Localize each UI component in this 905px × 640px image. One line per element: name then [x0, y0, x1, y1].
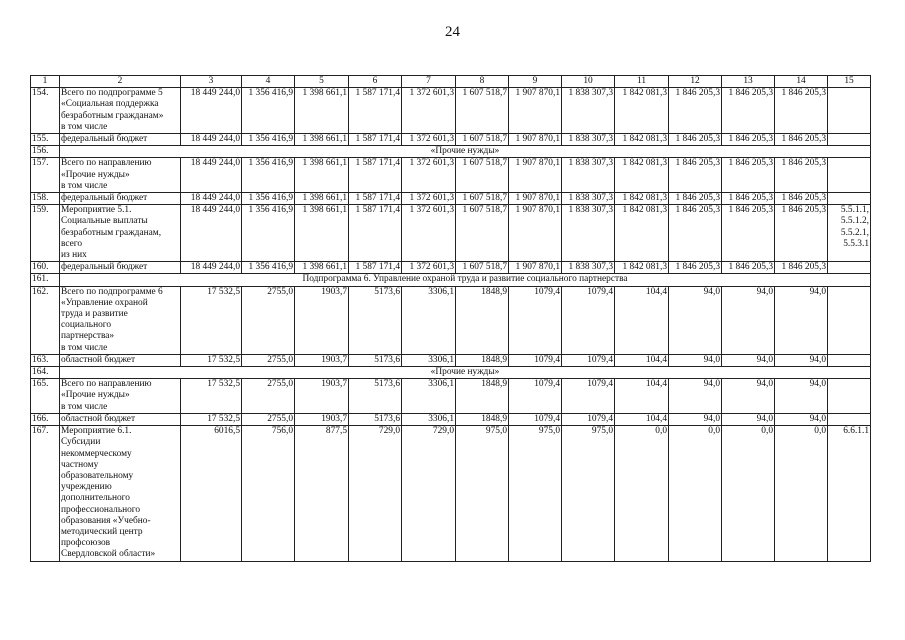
description-line: в том числе — [61, 342, 108, 353]
value-cell: 1903,7 — [295, 354, 349, 366]
row-description — [60, 88, 181, 134]
target-code-cell — [828, 426, 871, 561]
value-cell: 1079,4 — [509, 286, 562, 354]
value-cell: 975,0 — [562, 426, 615, 561]
description-line: профсоюзов — [61, 538, 111, 549]
description-line: частному — [61, 459, 99, 470]
value-cell: 5173,6 — [349, 286, 402, 354]
row-description — [60, 134, 181, 146]
value-cell: 0,0 — [775, 426, 828, 561]
description-line: Субсидии — [61, 437, 101, 448]
table-row — [31, 413, 871, 425]
value-cell: 1 846 205,3 — [775, 205, 828, 262]
table-row — [31, 262, 871, 274]
value-cell: 17 532,5 — [181, 286, 242, 354]
value-cell: 3306,1 — [402, 379, 456, 414]
target-code-cell — [828, 193, 871, 205]
value-cell: 1 372 601,3 — [402, 193, 456, 205]
value-cell: 1 842 081,3 — [615, 134, 669, 146]
column-number-header: 12 — [669, 76, 722, 88]
row-number: 163. — [31, 354, 60, 366]
value-cell: 1 846 205,3 — [775, 158, 828, 193]
value-cell: 5173,6 — [349, 354, 402, 366]
description-line: учреждению — [61, 482, 112, 493]
value-cell: 1 846 205,3 — [669, 205, 722, 262]
value-cell: 104,4 — [615, 413, 669, 425]
value-cell: 1 587 171,4 — [349, 262, 402, 274]
row-number: 156. — [31, 146, 60, 158]
description-line: федеральный бюджет — [61, 262, 148, 273]
value-cell: 5173,6 — [349, 413, 402, 425]
value-cell: 17 532,5 — [181, 413, 242, 425]
table-row — [31, 354, 871, 366]
value-cell: 1 846 205,3 — [669, 262, 722, 274]
value-cell: 1 907 870,1 — [509, 158, 562, 193]
description-line: Мероприятие 5.1. — [61, 205, 132, 216]
value-cell: 104,4 — [615, 379, 669, 414]
value-cell: 2755,0 — [242, 413, 295, 425]
value-cell: 18 449 244,0 — [181, 158, 242, 193]
value-cell: 2755,0 — [242, 354, 295, 366]
value-cell: 1 846 205,3 — [669, 193, 722, 205]
description-line: федеральный бюджет — [61, 134, 148, 145]
target-code-cell — [828, 134, 871, 146]
value-cell: 1 838 307,3 — [562, 262, 615, 274]
value-cell: 3306,1 — [402, 354, 456, 366]
description-line: безработным гражданам» — [61, 110, 164, 121]
value-cell: 1 356 416,9 — [242, 158, 295, 193]
value-cell: 1 398 661,1 — [295, 134, 349, 146]
value-cell: 1 842 081,3 — [615, 205, 669, 262]
target-code-cell — [828, 286, 871, 354]
value-cell: 1 846 205,3 — [775, 193, 828, 205]
description-line: некоммерческому — [61, 448, 132, 459]
row-number: 158. — [31, 193, 60, 205]
value-cell: 1848,9 — [456, 286, 509, 354]
column-number-header: 13 — [722, 76, 775, 88]
value-cell: 94,0 — [722, 413, 775, 425]
value-cell: 1848,9 — [456, 379, 509, 414]
value-cell: 18 449 244,0 — [181, 205, 242, 262]
budget-table — [30, 75, 871, 562]
row-description — [60, 205, 181, 262]
column-number-header: 3 — [181, 76, 242, 88]
value-cell: 18 449 244,0 — [181, 88, 242, 134]
value-cell: 94,0 — [669, 379, 722, 414]
value-cell: 94,0 — [775, 286, 828, 354]
value-cell: 94,0 — [775, 413, 828, 425]
value-cell: 1 587 171,4 — [349, 88, 402, 134]
table-header-row — [31, 76, 871, 88]
value-cell: 5173,6 — [349, 379, 402, 414]
description-line: социального — [61, 320, 112, 331]
value-cell: 1 398 661,1 — [295, 193, 349, 205]
value-cell: 1 907 870,1 — [509, 134, 562, 146]
description-line: Мероприятие 6.1. — [61, 426, 132, 437]
row-number: 162. — [31, 286, 60, 354]
value-cell: 1 356 416,9 — [242, 193, 295, 205]
row-description — [60, 379, 181, 414]
value-cell: 1 607 518,7 — [456, 193, 509, 205]
description-line: из них — [61, 250, 87, 261]
description-line: «Социальная поддержка — [61, 99, 159, 110]
value-cell: 1 838 307,3 — [562, 158, 615, 193]
row-description — [60, 262, 181, 274]
value-cell: 3306,1 — [402, 286, 456, 354]
table-row — [31, 426, 871, 561]
value-cell: 94,0 — [669, 354, 722, 366]
value-cell: 1 846 205,3 — [669, 88, 722, 134]
value-cell: 1 842 081,3 — [615, 88, 669, 134]
target-code-cell — [828, 158, 871, 193]
column-number-header: 1 — [31, 76, 60, 88]
description-line: Свердловской области» — [61, 549, 156, 560]
column-number-header: 7 — [402, 76, 456, 88]
target-code: 6.6.1.1 — [843, 426, 869, 437]
value-cell: 94,0 — [722, 354, 775, 366]
value-cell: 1079,4 — [562, 379, 615, 414]
value-cell: 1079,4 — [509, 354, 562, 366]
value-cell: 0,0 — [669, 426, 722, 561]
section-heading: Подпрограмма 6. Управление охраной труда и развитие социального партнерства — [60, 274, 871, 286]
value-cell: 1 842 081,3 — [615, 193, 669, 205]
column-number-header: 4 — [242, 76, 295, 88]
column-number-header: 11 — [615, 76, 669, 88]
row-number: 159. — [31, 205, 60, 262]
row-number: 155. — [31, 134, 60, 146]
description-line: федеральный бюджет — [61, 193, 148, 204]
value-cell: 1 356 416,9 — [242, 134, 295, 146]
value-cell: 1 846 205,3 — [722, 134, 775, 146]
value-cell: 94,0 — [669, 286, 722, 354]
value-cell: 18 449 244,0 — [181, 193, 242, 205]
value-cell: 1 838 307,3 — [562, 88, 615, 134]
value-cell: 1 846 205,3 — [722, 205, 775, 262]
description-line: безработным гражданам, — [61, 227, 162, 238]
column-number-header: 15 — [828, 76, 871, 88]
description-line: «Управление охраной — [61, 297, 148, 308]
section-heading: «Прочие нужды» — [60, 367, 871, 379]
table-row — [31, 367, 871, 379]
description-line: дополнительного — [61, 493, 130, 504]
row-number: 165. — [31, 379, 60, 414]
value-cell: 1 907 870,1 — [509, 262, 562, 274]
table-row — [31, 88, 871, 134]
description-line: «Прочие нужды» — [61, 169, 130, 180]
column-number-header: 2 — [60, 76, 181, 88]
value-cell: 94,0 — [775, 354, 828, 366]
target-code-cell — [828, 88, 871, 134]
value-cell: 1 907 870,1 — [509, 88, 562, 134]
row-description — [60, 426, 181, 561]
row-description — [60, 286, 181, 354]
value-cell: 1 398 661,1 — [295, 88, 349, 134]
column-number-header: 9 — [509, 76, 562, 88]
description-line: в том числе — [61, 180, 108, 191]
column-number-header: 5 — [295, 76, 349, 88]
value-cell: 3306,1 — [402, 413, 456, 425]
table-row — [31, 274, 871, 286]
target-code-cell — [828, 354, 871, 366]
value-cell: 104,4 — [615, 286, 669, 354]
row-number: 164. — [31, 367, 60, 379]
value-cell: 94,0 — [722, 286, 775, 354]
row-number: 161. — [31, 274, 60, 286]
table-row — [31, 379, 871, 414]
table-row — [31, 146, 871, 158]
row-number: 167. — [31, 426, 60, 561]
value-cell: 756,0 — [242, 426, 295, 561]
value-cell: 729,0 — [402, 426, 456, 561]
value-cell: 975,0 — [509, 426, 562, 561]
value-cell: 1 842 081,3 — [615, 158, 669, 193]
row-description — [60, 193, 181, 205]
value-cell: 1079,4 — [509, 413, 562, 425]
value-cell: 1079,4 — [562, 413, 615, 425]
value-cell: 1 838 307,3 — [562, 193, 615, 205]
description-line: труда и развитие — [61, 309, 128, 320]
description-line: в том числе — [61, 401, 108, 412]
description-line: областной бюджет — [61, 354, 136, 365]
description-line: Всего по направлению — [61, 158, 152, 169]
value-cell: 1079,4 — [509, 379, 562, 414]
value-cell: 1 356 416,9 — [242, 262, 295, 274]
value-cell: 1 607 518,7 — [456, 205, 509, 262]
value-cell: 1 607 518,7 — [456, 262, 509, 274]
value-cell: 0,0 — [615, 426, 669, 561]
description-line: областной бюджет — [61, 413, 136, 424]
row-description — [60, 354, 181, 366]
target-code: 5.5.2.1, — [840, 227, 869, 238]
column-number-header: 14 — [775, 76, 828, 88]
table-row — [31, 205, 871, 262]
description-line: Всего по направлению — [61, 379, 152, 390]
target-code: 5.5.1.2, — [840, 216, 869, 227]
value-cell: 1 838 307,3 — [562, 205, 615, 262]
value-cell: 2755,0 — [242, 379, 295, 414]
value-cell: 1903,7 — [295, 286, 349, 354]
target-code-cell — [828, 262, 871, 274]
value-cell: 94,0 — [722, 379, 775, 414]
value-cell: 1079,4 — [562, 354, 615, 366]
value-cell: 1 846 205,3 — [722, 193, 775, 205]
value-cell: 1 372 601,3 — [402, 158, 456, 193]
value-cell: 1 372 601,3 — [402, 88, 456, 134]
row-number: 160. — [31, 262, 60, 274]
column-number-header: 8 — [456, 76, 509, 88]
value-cell: 94,0 — [775, 379, 828, 414]
value-cell: 1 846 205,3 — [669, 134, 722, 146]
target-code: 5.5.3.1 — [843, 238, 869, 249]
value-cell: 1 372 601,3 — [402, 205, 456, 262]
value-cell: 6016,5 — [181, 426, 242, 561]
value-cell: 1 838 307,3 — [562, 134, 615, 146]
value-cell: 1 846 205,3 — [775, 262, 828, 274]
value-cell: 1903,7 — [295, 413, 349, 425]
value-cell: 0,0 — [722, 426, 775, 561]
value-cell: 1 846 205,3 — [722, 88, 775, 134]
value-cell: 1 587 171,4 — [349, 158, 402, 193]
target-code-cell — [828, 205, 871, 262]
row-number: 166. — [31, 413, 60, 425]
description-line: профессионального — [61, 504, 141, 515]
value-cell: 1 842 081,3 — [615, 262, 669, 274]
value-cell: 1 907 870,1 — [509, 193, 562, 205]
value-cell: 1 907 870,1 — [509, 205, 562, 262]
value-cell: 1 398 661,1 — [295, 262, 349, 274]
page-number: 24 — [445, 24, 460, 40]
value-cell: 1 846 205,3 — [775, 134, 828, 146]
value-cell: 1 356 416,9 — [242, 205, 295, 262]
value-cell: 1 398 661,1 — [295, 205, 349, 262]
value-cell: 18 449 244,0 — [181, 134, 242, 146]
row-description — [60, 158, 181, 193]
description-line: в том числе — [61, 121, 108, 132]
value-cell: 1 607 518,7 — [456, 134, 509, 146]
table-row — [31, 193, 871, 205]
description-line: Всего по подпрограмме 5 — [61, 88, 163, 99]
value-cell: 2755,0 — [242, 286, 295, 354]
value-cell: 1 587 171,4 — [349, 193, 402, 205]
value-cell: 1 846 205,3 — [722, 262, 775, 274]
value-cell: 1 372 601,3 — [402, 134, 456, 146]
value-cell: 1 607 518,7 — [456, 88, 509, 134]
section-heading: «Прочие нужды» — [60, 146, 871, 158]
description-line: «Прочие нужды» — [61, 390, 130, 401]
description-line: Социальные выплаты — [61, 216, 148, 227]
value-cell: 1 846 205,3 — [775, 88, 828, 134]
value-cell: 1 356 416,9 — [242, 88, 295, 134]
value-cell: 1 398 661,1 — [295, 158, 349, 193]
value-cell: 18 449 244,0 — [181, 262, 242, 274]
value-cell: 729,0 — [349, 426, 402, 561]
description-line: партнерства» — [61, 331, 115, 342]
value-cell: 1079,4 — [562, 286, 615, 354]
target-code-cell — [828, 413, 871, 425]
value-cell: 1848,9 — [456, 413, 509, 425]
description-line: образовательному — [61, 470, 134, 481]
row-number: 154. — [31, 88, 60, 134]
table-row — [31, 286, 871, 354]
description-line: всего — [61, 238, 83, 249]
value-cell: 104,4 — [615, 354, 669, 366]
row-description — [60, 413, 181, 425]
value-cell: 1 587 171,4 — [349, 205, 402, 262]
value-cell: 1 372 601,3 — [402, 262, 456, 274]
table-row — [31, 158, 871, 193]
value-cell: 1903,7 — [295, 379, 349, 414]
row-number: 157. — [31, 158, 60, 193]
value-cell: 17 532,5 — [181, 379, 242, 414]
column-number-header: 10 — [562, 76, 615, 88]
value-cell: 877,5 — [295, 426, 349, 561]
description-line: образования «Учебно- — [61, 515, 151, 526]
description-line: методический центр — [61, 526, 143, 537]
value-cell: 1 587 171,4 — [349, 134, 402, 146]
value-cell: 17 532,5 — [181, 354, 242, 366]
value-cell: 1 846 205,3 — [722, 158, 775, 193]
value-cell: 1 607 518,7 — [456, 158, 509, 193]
value-cell: 1848,9 — [456, 354, 509, 366]
table-row — [31, 134, 871, 146]
target-code: 5.5.1.1, — [840, 205, 869, 216]
column-number-header: 6 — [349, 76, 402, 88]
value-cell: 1 846 205,3 — [669, 158, 722, 193]
description-line: Всего по подпрограмме 6 — [61, 286, 163, 297]
value-cell: 94,0 — [669, 413, 722, 425]
value-cell: 975,0 — [456, 426, 509, 561]
target-code-cell — [828, 379, 871, 414]
